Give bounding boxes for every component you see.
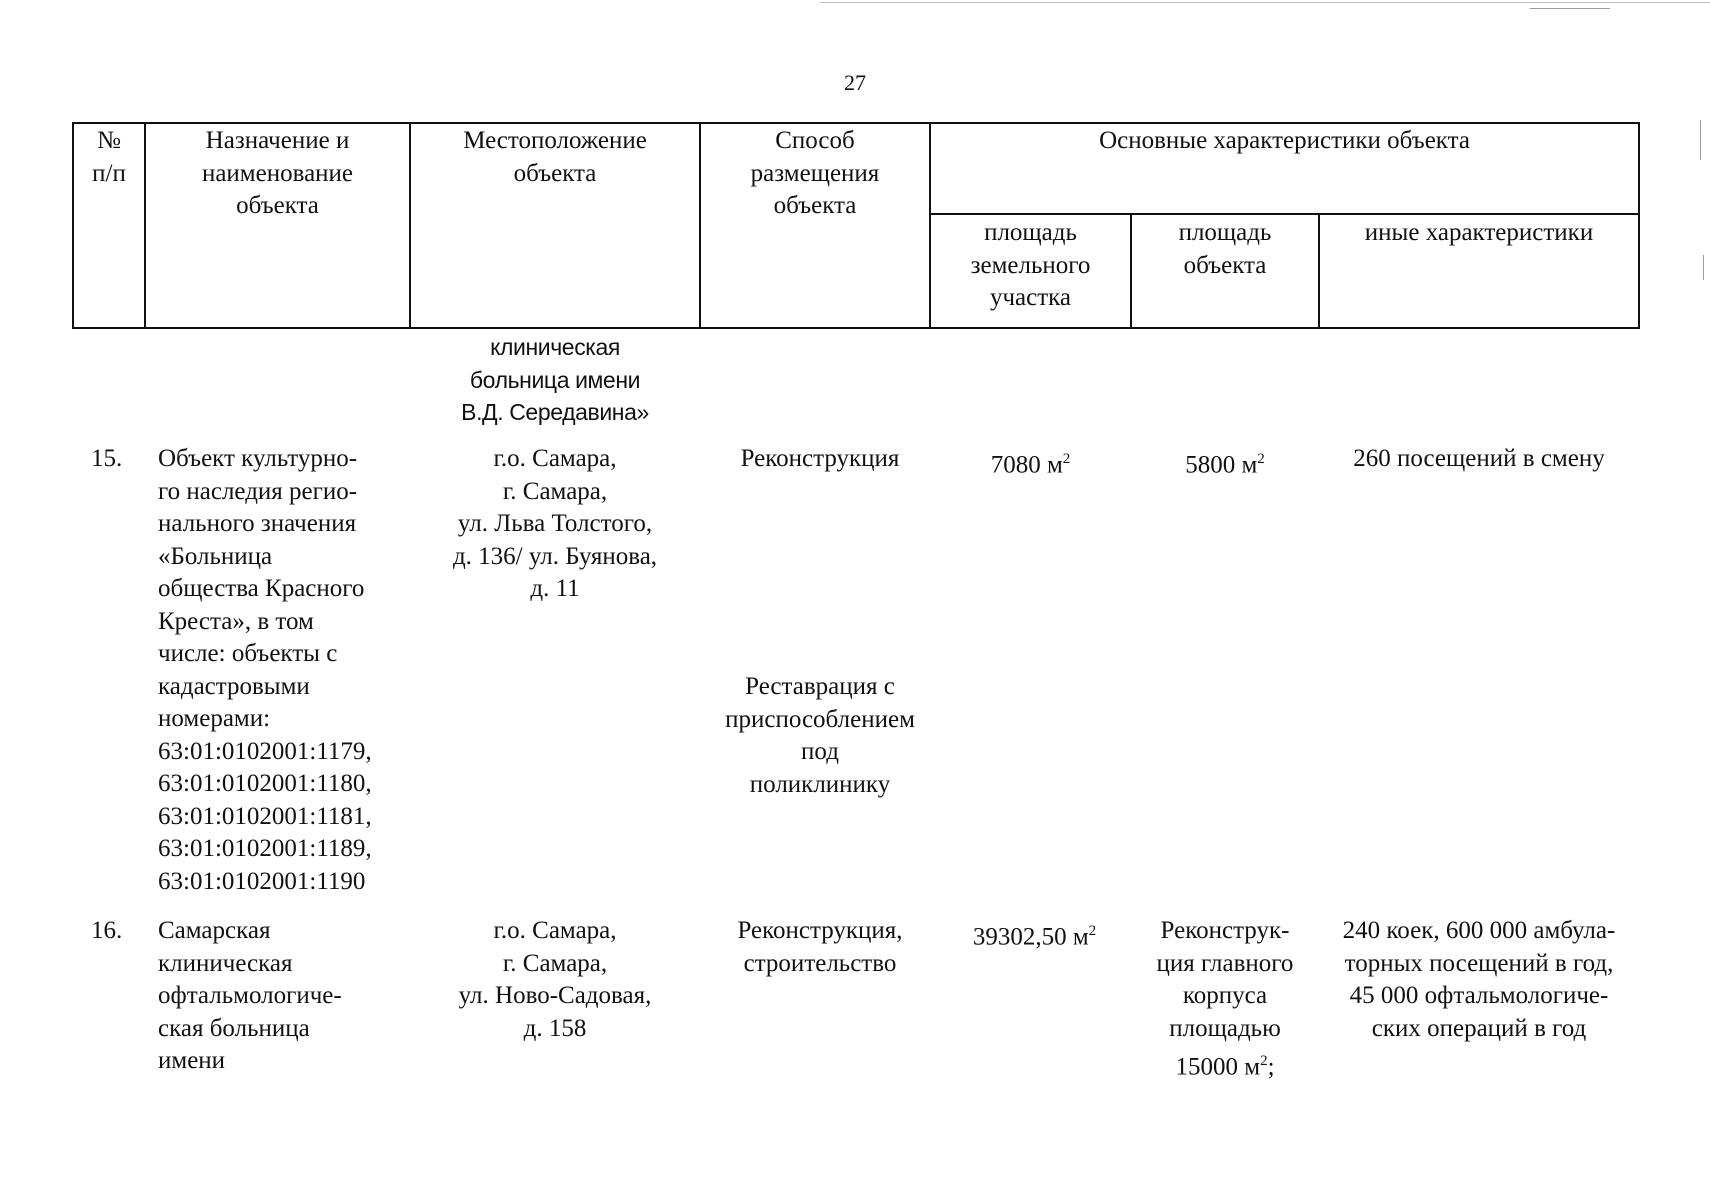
placement-method: Реконструкция, строительство (737, 917, 903, 977)
row-number: 16. (91, 917, 123, 944)
placement-method-restoration: Реставрация с приспособлением под поликлинику (725, 673, 915, 798)
header-main-characteristics: Основные характеристики объекта (1099, 127, 1470, 154)
land-area-value: 39302,50 $м^2$ (972, 923, 1097, 951)
placement-method: Реконструкция (740, 445, 900, 472)
table-border-sub (929, 213, 1640, 215)
other-characteristics-value: 260 посещений в смену (1353, 445, 1605, 472)
unit-superscript: 2 (1088, 923, 1097, 939)
unit-superscript: 2 (1257, 451, 1265, 467)
object-location: г.о. Самара, г. Самара, ул. Льва Толстого, д. 136/ ул. Буянова, д. 11 (452, 445, 658, 602)
object-name: Объект культурно- го наследия регио- нального значения «Больница общества Красного Креста», в том числе: объекты с кадастровыми номерами: 63:01:0102001:1179, 63:01:0102001:1180, 63:01:0102001:1181, 63:01:0102001:1189, 63:01:0102001:1190 (158, 445, 372, 895)
scan-artifact-mark (1703, 255, 1704, 280)
object-area-value: Реконструк- ция главного корпуса площадью 15000 $м^2$; (1156, 917, 1294, 1081)
land-area-value: 7080 $м^2$ (990, 451, 1071, 479)
page-number: 27 (844, 70, 866, 95)
header-purpose: Назначение и наименование объекта (201, 127, 354, 219)
table-border-top (72, 122, 1640, 124)
unit-superscript: 2 (1260, 1053, 1268, 1069)
object-area-value: 5800 $м^2$ (1185, 451, 1265, 479)
scan-artifact-line (1530, 8, 1610, 9)
other-characteristics-value: 240 коек, 600 000 амбула- торных посещений в год, 45 000 офтальмологиче- ских операций в год (1342, 917, 1616, 1042)
header-object-area: площадь объекта (1178, 219, 1272, 279)
object-location: г.о. Самара, г. Самара, ул. Ново-Садовая, д. 158 (458, 917, 652, 1042)
table-border-bottom (72, 327, 1640, 329)
header-other-characteristics: иные характеристики (1364, 219, 1594, 246)
header-method: Способ размещения объекта (750, 127, 880, 219)
header-land-area: площадь земельного участка (970, 219, 1091, 311)
scan-artifact-line (820, 2, 1710, 3)
continuation-location: клиническая больница имени В.Д. Середавина» (461, 334, 649, 425)
scan-artifact-mark (1700, 120, 1701, 160)
header-num: № п/п (92, 127, 126, 187)
unit-superscript: 2 (1062, 451, 1071, 467)
header-location: Местоположение объекта (463, 127, 647, 187)
table-border-right (1638, 122, 1640, 329)
object-name: Самарская клиническая офтальмологиче- ская больница имени (158, 917, 342, 1074)
row-number: 15. (91, 445, 123, 472)
